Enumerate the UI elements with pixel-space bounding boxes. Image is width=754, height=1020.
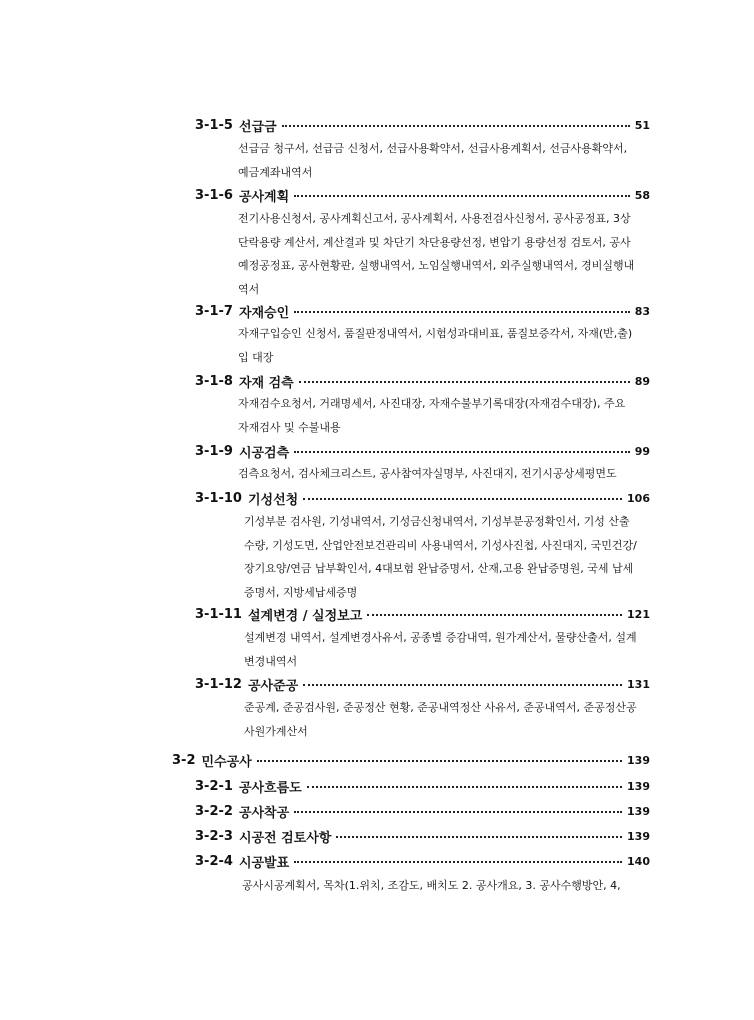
- page-number: 121: [627, 607, 650, 621]
- section-description: [238, 207, 650, 301]
- section-number: 3-1-7: [195, 303, 233, 319]
- description-line: 사원가계산서: [244, 724, 308, 738]
- section-title: 시공전 검토사항: [238, 830, 332, 846]
- section-title: 기성선청: [247, 492, 299, 508]
- description-line: 전기사용신청서, 공사계획신고서, 공사계획서, 사용전검사신청서, 공사공정표, 3상: [238, 212, 631, 225]
- page-number: 58: [634, 188, 650, 202]
- section-number: 3-2-3: [195, 828, 233, 844]
- description-line: 선급금 청구서, 선급금 신청서, 선급사용확약서, 선급사용계획서, 선금사용확약서,: [238, 142, 628, 155]
- section-title: 선급금: [238, 119, 277, 135]
- page-number: 89: [634, 374, 650, 388]
- section-number: 3-1-10: [195, 490, 242, 506]
- description-line: 공사시공계획서, 목차(1.위치, 조감도, 배치도 2. 공사개요, 3. 공사수행방안, 4,: [242, 879, 621, 892]
- section-number: 3-2-1: [195, 778, 233, 794]
- section-title: 시공발표: [238, 855, 290, 871]
- section-description: [238, 462, 650, 486]
- dot-leader: [282, 125, 630, 127]
- toc-entry-3-1-6[interactable]: [195, 185, 650, 205]
- dot-leader: [294, 195, 630, 197]
- section-title: 자재승인: [238, 305, 290, 321]
- description-line: 역서: [238, 282, 260, 296]
- dot-leader: [294, 861, 622, 863]
- dot-leader: [294, 451, 630, 453]
- dot-leader: [299, 381, 630, 383]
- section-description: [244, 696, 650, 743]
- section-number: 3-1-8: [195, 373, 233, 389]
- section-title: 공사계획: [238, 189, 290, 205]
- dot-leader: [303, 684, 622, 686]
- section-description: [238, 137, 650, 184]
- section-title: 민수공사: [201, 754, 252, 770]
- toc-entry-3-2-2[interactable]: [195, 801, 650, 821]
- section-number: 3-1-5: [195, 117, 233, 133]
- dot-leader: [307, 786, 622, 788]
- description-line: 자재검사 및 수불내용: [238, 420, 341, 434]
- page-number: 99: [634, 444, 650, 458]
- section-number: 3-1-6: [195, 187, 233, 203]
- page-number: 106: [627, 491, 650, 505]
- section-title: 시공검측: [238, 445, 290, 461]
- dot-leader: [303, 498, 622, 500]
- toc-entry-3-1-9[interactable]: [195, 441, 650, 461]
- section-description: [238, 392, 650, 439]
- dot-leader: [294, 311, 630, 313]
- description-line: 기성부분 검사원, 기성내역서, 기성금신청내역서, 기성부분공정확인서, 기성 산출: [244, 515, 630, 528]
- section-number: 3-2: [172, 752, 196, 768]
- section-number: 3-1-11: [195, 606, 242, 622]
- section-title: 공사준공: [247, 678, 299, 694]
- section-title: 공사착공: [238, 805, 290, 821]
- page-number: 139: [627, 779, 650, 793]
- section-number: 3-1-12: [195, 676, 242, 692]
- section-description: [242, 874, 650, 898]
- section-description: [238, 322, 650, 369]
- page-number: 140: [627, 854, 650, 868]
- description-line: 준공계, 준공검사원, 준공정산 현황, 준공내역정산 사유서, 준공내역서, 준공정산공: [244, 701, 637, 714]
- section-title: 공사흐름도: [238, 780, 302, 796]
- toc-entry-3-1-12[interactable]: [195, 674, 650, 694]
- section-title: 자재 검측: [238, 375, 294, 391]
- page-number: 51: [634, 118, 650, 132]
- section-description: [244, 510, 650, 604]
- description-line: 자재구입승인 신청서, 품질판정내역서, 시험성과대비표, 품질보증각서, 자재(반,출): [238, 327, 633, 340]
- description-line: 검측요청서, 검사체크리스트, 공사참여자실명부, 사진대지, 전기시공상세평면도: [238, 467, 617, 480]
- toc-entry-3-2[interactable]: [172, 750, 650, 770]
- description-line: 입 대장: [238, 350, 274, 364]
- page-number: 83: [634, 304, 650, 318]
- page-number: 139: [627, 829, 650, 843]
- dot-leader: [367, 614, 622, 616]
- toc-entry-3-2-4[interactable]: [195, 851, 650, 871]
- section-description: [244, 626, 650, 673]
- toc-entry-3-1-5[interactable]: [195, 115, 650, 135]
- section-title: 설계변경 / 실정보고: [247, 608, 363, 624]
- page-number: 139: [627, 804, 650, 818]
- description-line: 변경내역서: [244, 654, 298, 668]
- page-number: 131: [627, 677, 650, 691]
- toc-entry-3-2-3[interactable]: [195, 826, 650, 846]
- dot-leader: [336, 836, 622, 838]
- toc-entry-3-1-10[interactable]: [195, 488, 650, 508]
- description-line: 수량, 기성도면, 산업안전보건관리비 사용내역서, 기성사진첩, 사진대지, 국민건강/: [244, 538, 637, 552]
- toc-entry-3-1-11[interactable]: [195, 604, 650, 624]
- description-line: 예정공정표, 공사현황판, 실행내역서, 노임실행내역서, 외주실행내역서, 경비실행내: [238, 259, 635, 272]
- section-number: 3-2-4: [195, 853, 233, 869]
- page-number: 139: [627, 753, 650, 767]
- dot-leader: [257, 760, 622, 762]
- description-line: 장기요양/연금 납부확인서, 4대보험 완납증명서, 산재,고용 완납증명원, 국세 납세: [244, 562, 634, 575]
- dot-leader: [294, 811, 622, 813]
- description-line: 설계변경 내역서, 설계변경사유서, 공종별 증감내역, 원가계산서, 물량산출서, 설계: [244, 631, 637, 644]
- toc-entry-3-1-7[interactable]: [195, 301, 650, 321]
- description-line: 증명서, 지방세납세증명: [244, 585, 358, 599]
- toc-entry-3-1-8[interactable]: [195, 371, 650, 391]
- toc-entry-3-2-1[interactable]: [195, 776, 650, 796]
- description-line: 단락용량 계산서, 계산결과 및 차단기 차단용량선정, 변압기 용량선정 검토서, 공사: [238, 235, 631, 249]
- description-line: 예금계좌내역서: [238, 165, 313, 179]
- description-line: 자재검수요청서, 거래명세서, 사진대장, 자재수불부기록대장(자재검수대장), 주요: [238, 397, 626, 410]
- section-number: 3-2-2: [195, 803, 233, 819]
- section-number: 3-1-9: [195, 443, 233, 459]
